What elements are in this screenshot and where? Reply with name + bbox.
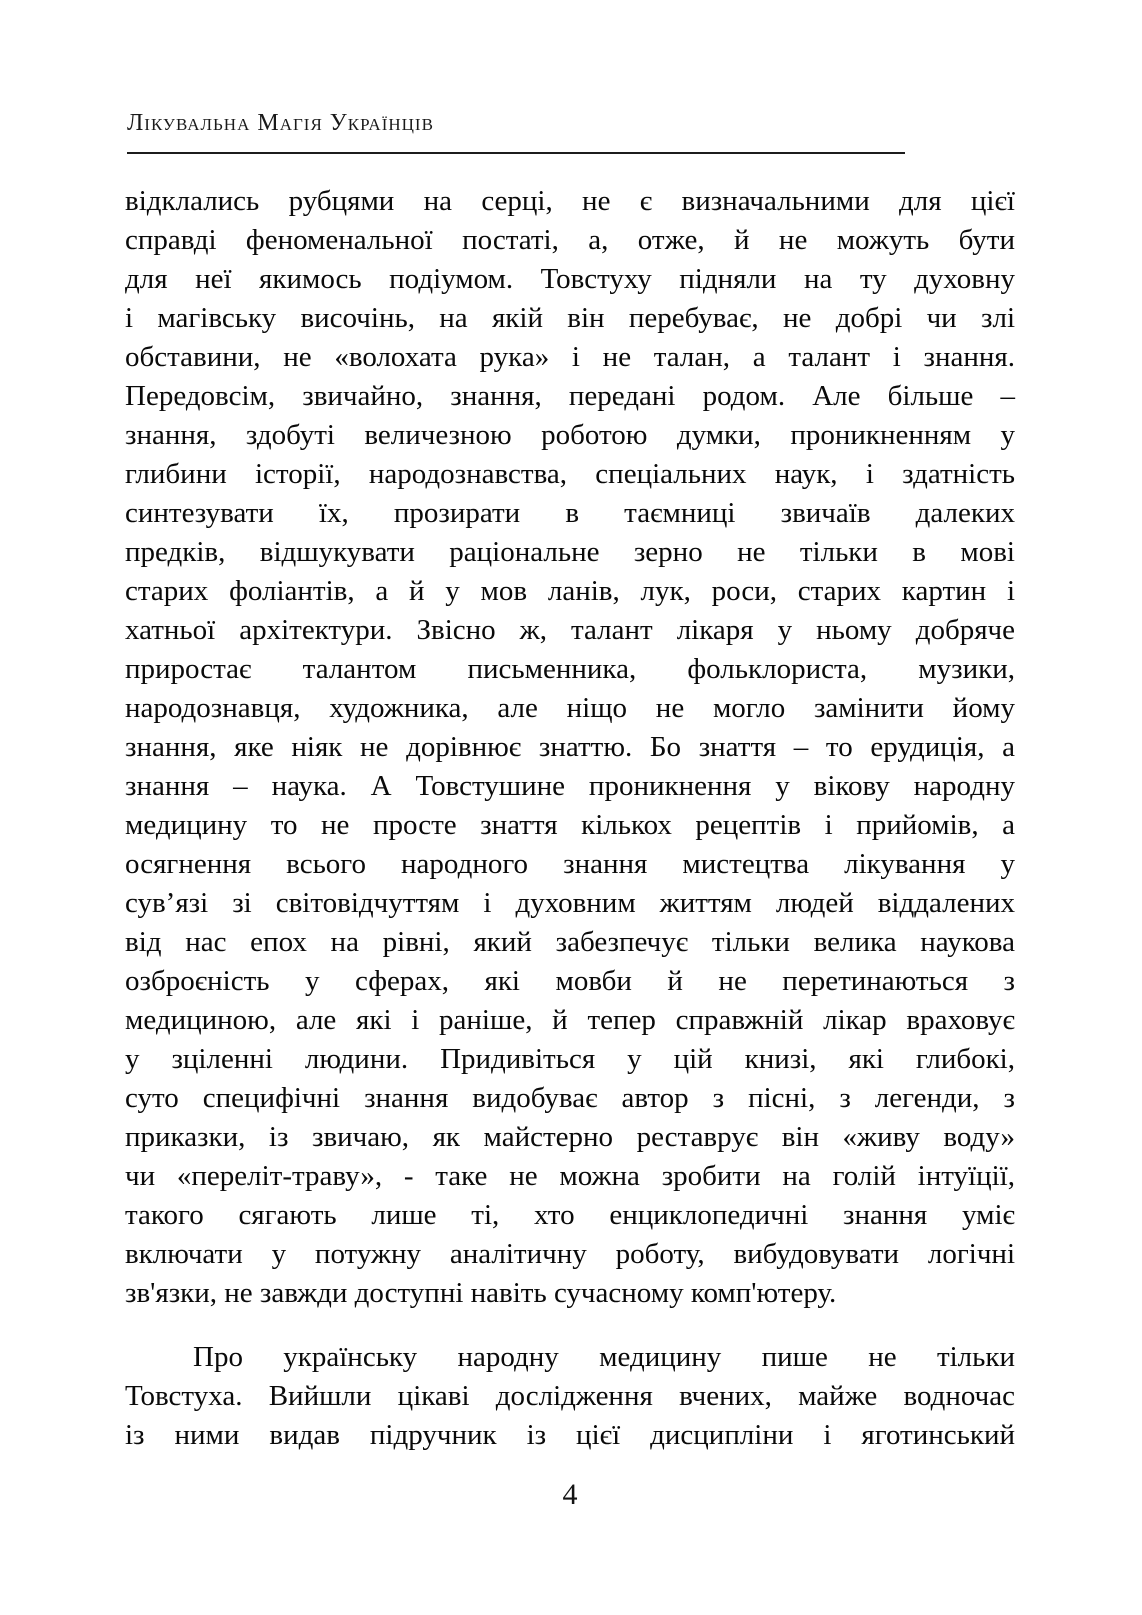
running-header-title: Лікувальна Магія Українців [127, 110, 434, 136]
paragraph [125, 1338, 1015, 1455]
text-line: приростає талантом письменника, фольклориста, музики, [125, 653, 1015, 685]
text-line: знання – наука. А Товстушине проникнення у вікову народну [125, 770, 1015, 802]
text-line: чи «переліт-траву», - таке не можна зробити на голій інтуїції, [125, 1160, 1015, 1192]
text-line: синтезувати їх, прозирати в таємниці звичаїв далеких [125, 497, 1015, 529]
text-line: предків, відшукувати раціональне зерно не тільки в мові [125, 536, 1015, 568]
text-line: медициною, але які і раніше, й тепер справжній лікар враховує [125, 1004, 1015, 1036]
text-line: такого сягають лише ті, хто енциклопедичні знання уміє [125, 1199, 1015, 1231]
text-line: Передовсім, звичайно, знання, передані родом. Але більше – [125, 380, 1015, 412]
text-line: медицину то не просте знаття кількох рецептів і прийомів, а [125, 809, 1015, 841]
body-text [125, 182, 1015, 1455]
text-line: включати у потужну аналітичну роботу, вибудовувати логічні [125, 1238, 1015, 1270]
paragraph [125, 182, 1015, 1313]
text-line: і магівську височінь, на якій він перебуває, не добрі чи злі [125, 302, 1015, 334]
text-line: у зціленні людини. Придивіться у цій книзі, які глибокі, [125, 1043, 1015, 1075]
text-line: зв'язки, не завжди доступні навіть сучасному комп'ютеру. [125, 1277, 837, 1309]
text-line: старих фоліантів, а й у мов ланів, лук, роси, старих картин і [125, 575, 1015, 607]
text-line: для неї якимось подіумом. Товстуху підняли на ту духовну [125, 263, 1015, 295]
text-line: Про українську народну медицину пише не тільки [193, 1341, 1015, 1373]
text-line: суто специфічні знання видобуває автор з пісні, з легенди, з [125, 1082, 1015, 1114]
text-line: хатньої архітектури. Звісно ж, талант лікаря у ньому добряче [125, 614, 1015, 646]
text-line: осягнення всього народного знання мистецтва лікування у [125, 848, 1015, 880]
text-line: народознавця, художника, але ніщо не могло замінити йому [125, 692, 1015, 724]
text-line: знання, здобуті величезною роботою думки, проникненням у [125, 419, 1015, 451]
page-number: 4 [562, 1478, 578, 1511]
header-rule [127, 152, 905, 154]
text-line: від нас епох на рівні, який забезпечує тільки велика наукова [125, 926, 1015, 958]
text-line: Товстуха. Вийшли цікаві дослідження вчених, майже водночас [125, 1380, 1015, 1412]
text-line: глибини історії, народознавства, спеціальних наук, і здатність [125, 458, 1015, 490]
text-line: відклались рубцями на серці, не є визначальними для цієї [125, 185, 1015, 217]
text-line: сув’язі зі світовідчуттям і духовним життям людей віддалених [125, 887, 1015, 919]
text-line: обставини, не «волохата рука» і не талан, а талант і знання. [125, 341, 1015, 373]
text-line: приказки, із звичаю, як майстерно реставрує він «живу воду» [125, 1121, 1015, 1153]
text-line: знання, яке ніяк не дорівнює знаттю. Бо знаття – то ерудиція, а [125, 731, 1015, 763]
text-line: із ними видав підручник із цієї дисципліни і яготинський [125, 1419, 1015, 1451]
running-header [127, 110, 907, 137]
text-line: справді феноменальної постаті, а, отже, й не можуть бути [125, 224, 1015, 256]
text-line: озброєність у сферах, які мовби й не перетинаються з [125, 965, 1015, 997]
